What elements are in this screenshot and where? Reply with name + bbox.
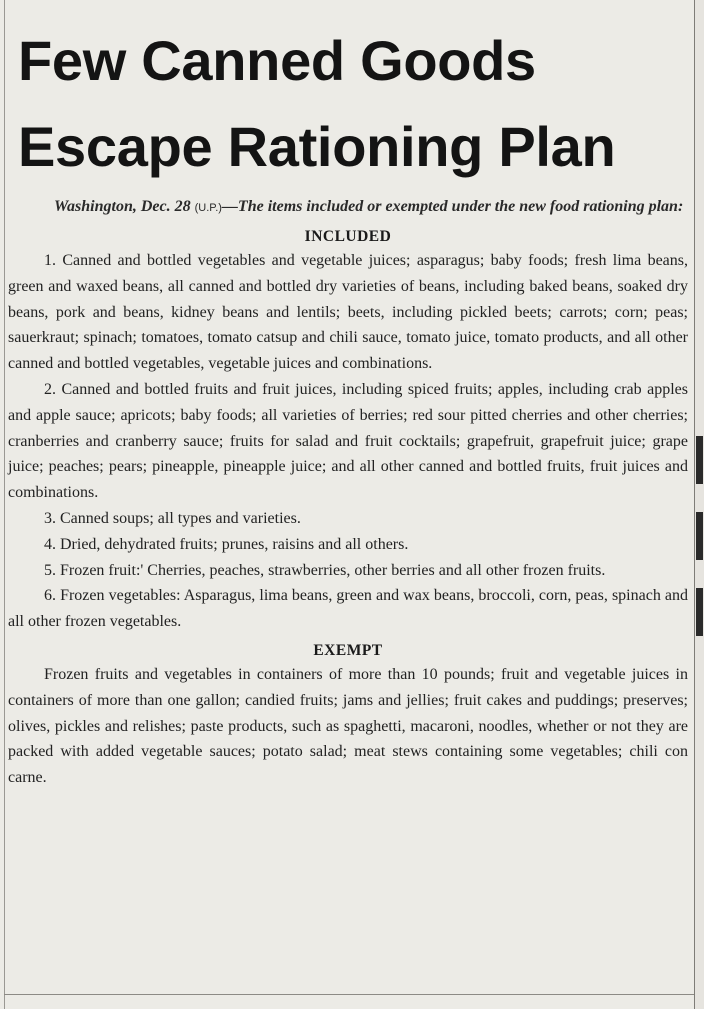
dateline-place: Washington, Dec. 28 xyxy=(54,198,191,215)
column-rule-left xyxy=(4,0,5,1009)
dateline-intro: The items included or exempted under the new food rationing plan: xyxy=(237,198,684,215)
headline-line-1: Few Canned Goods xyxy=(18,29,536,92)
included-item: 3. Canned soups; all types and varieties. xyxy=(44,509,301,527)
included-item: 4. Dried, dehydrated fruits; prunes, raisins and all others. xyxy=(44,535,409,553)
included-item: 2. Canned and bottled fruits and fruit juices, including spiced fruits; apples, including crab apples and apple sauce; apricots; baby foods; all varieties of berries; red sour pitted cherries and other cherries; cranberries and cranberry sauce; fruits for salad and fruit cocktails; grapefruit, grapefruit juice; grape juice; peaches; pears; pineapple, pineapple juice; and all other canned and bottled fruits, fruit juices and combinations. xyxy=(8,380,688,502)
included-item: 5. Frozen fruit:' Cherries, peaches, strawberries, other berries and all other frozen fruits. xyxy=(44,561,606,579)
section-heading-included: INCLUDED xyxy=(304,228,392,245)
news-article xyxy=(8,18,688,791)
exempt-paragraph: Frozen fruits and vegetables in containers of more than 10 pounds; fruit and vegetable juices in containers of more than one gallon; candied fruits; jams and jellies; fruit cakes and puddings; preserves; olives, pickles and relishes; paste products, such as spaghetti, macaroni, noodles, whether or not they are packed with added vegetable sauces; potato salad; meat stews containing some vegetables; chili con carne. xyxy=(8,665,688,787)
adjacent-column-fragment xyxy=(696,588,703,636)
section-heading-exempt: EXEMPT xyxy=(313,641,383,659)
article-headline xyxy=(18,18,688,190)
dateline-dash: — xyxy=(221,198,238,215)
adjacent-column-fragment xyxy=(696,512,703,560)
column-rule-bottom xyxy=(4,994,694,995)
wire-service-credit: (U.P.) xyxy=(194,202,222,214)
included-item: 6. Frozen vegetables: Asparagus, lima beans, green and wax beans, broccoli, corn, peas, spinach and all other frozen vegetables. xyxy=(8,587,688,631)
included-item: 1. Canned and bottled vegetables and vegetable juices; asparagus; baby foods; fresh lima beans, green and waxed beans, all canned and bottled dry varieties of beans, including baked beans, soaked dry beans, pork and beans, kidney beans and lentils; beets, including pickled beets; carrots; corn; peas; sauerkraut; spinach; tomatoes, tomato catsup and chili sauce, tomato juice, tomato products, and all other canned and bottled vegetables, vegetable juices and combinations. xyxy=(8,252,688,373)
headline-line-2: Escape Rationing Plan xyxy=(18,115,616,178)
article-dateline xyxy=(8,194,688,221)
adjacent-column-fragment xyxy=(696,436,703,484)
adjacent-column-strip xyxy=(695,0,704,1009)
